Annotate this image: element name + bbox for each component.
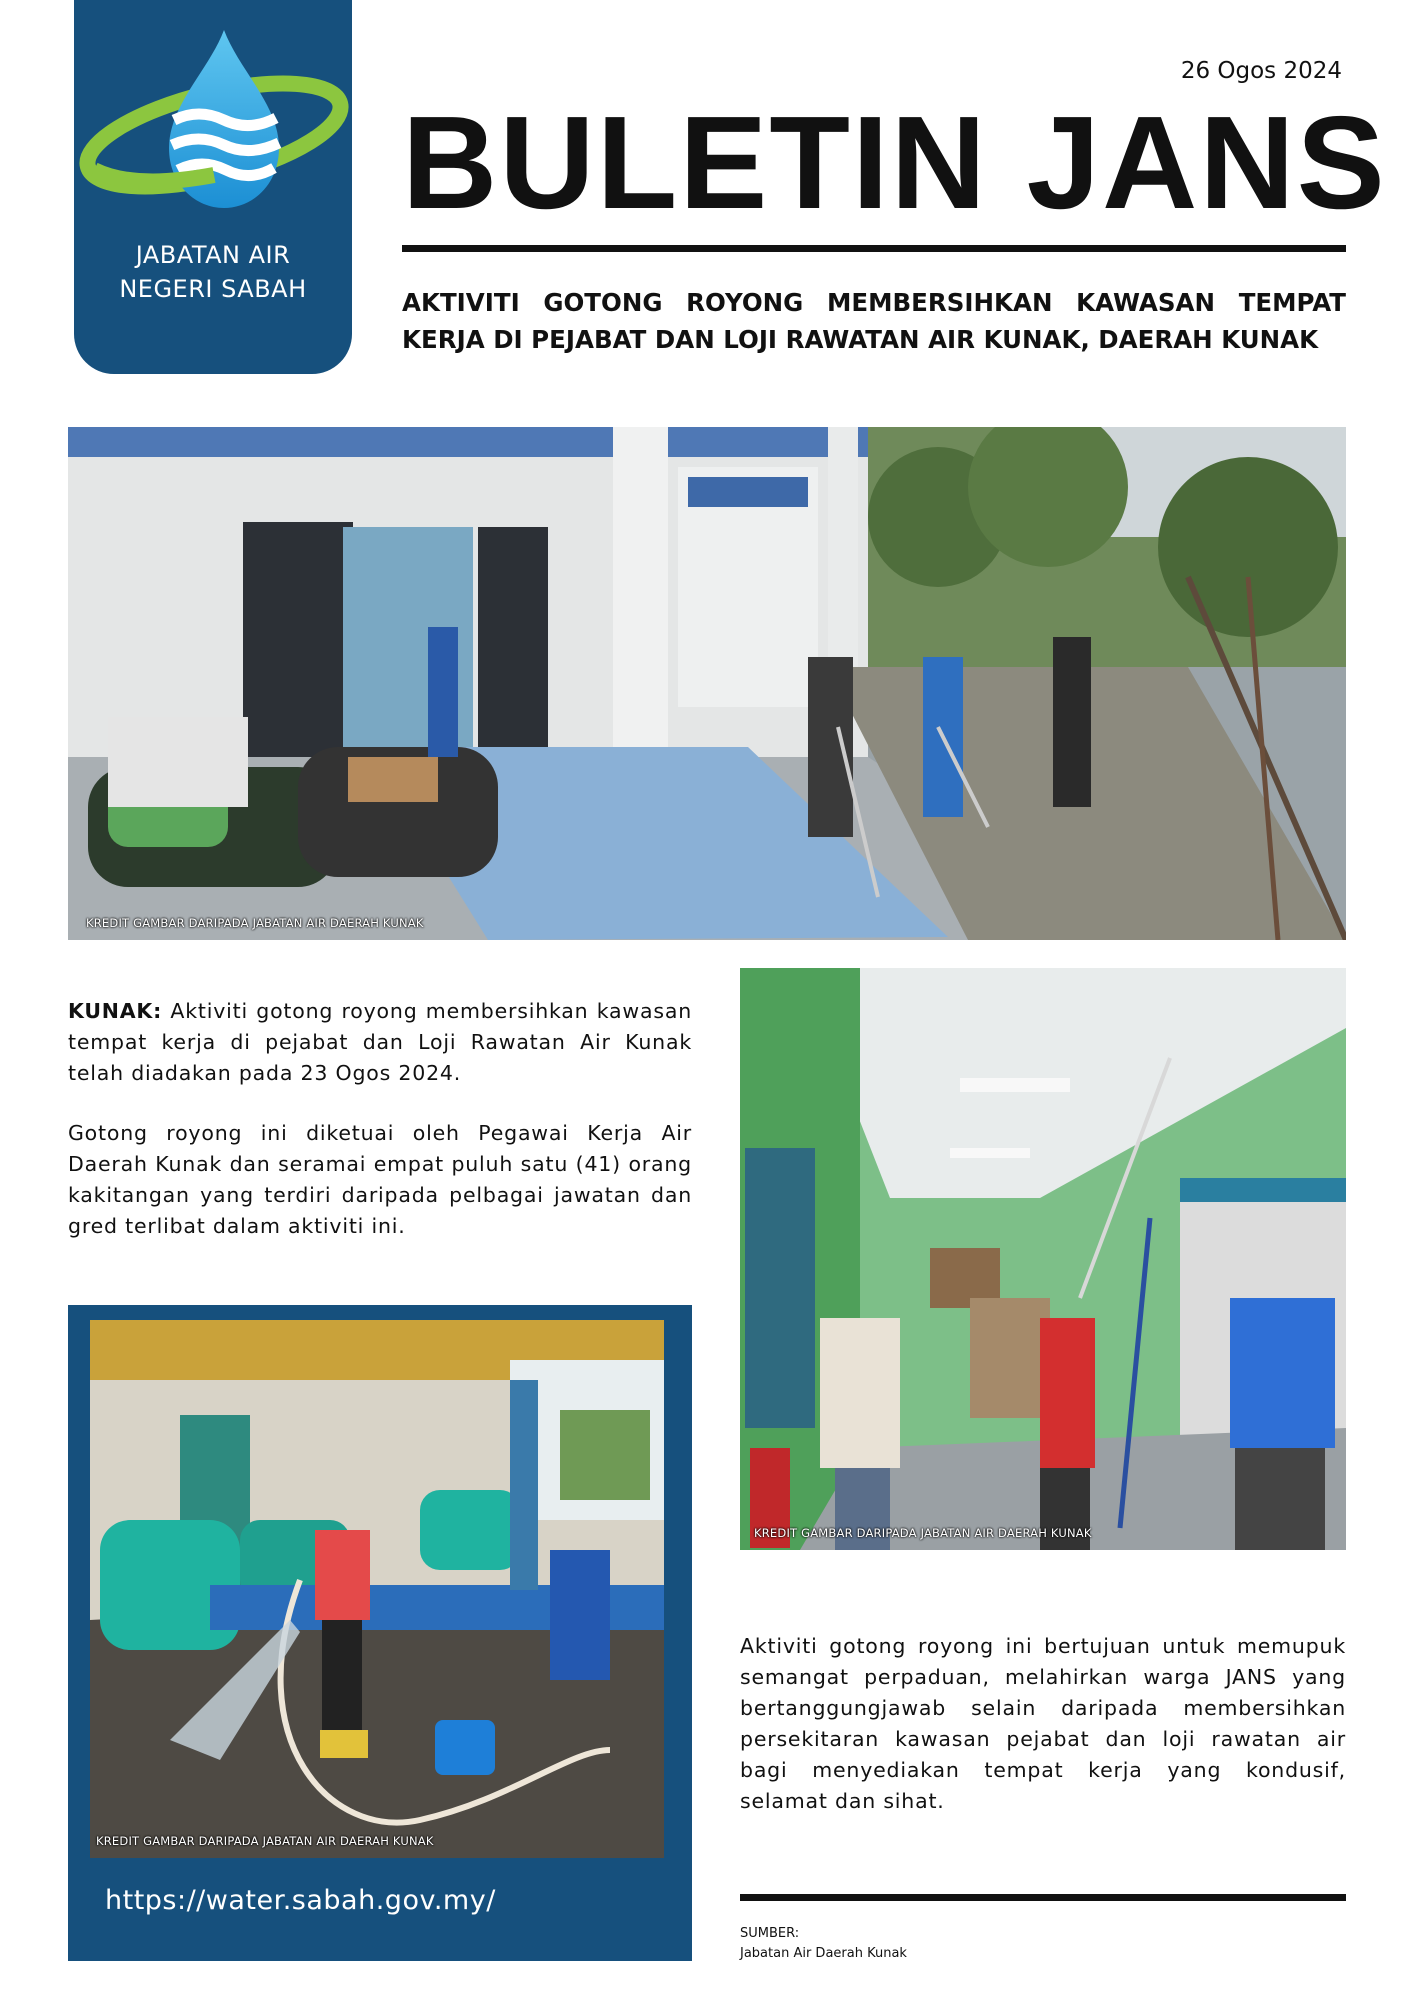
photo-office-exterior <box>68 427 1346 940</box>
photo-credit: KREDIT GAMBAR DARIPADA JABATAN AIR DAERAH KUNAK <box>96 1834 434 1848</box>
department-name-line2: NEGERI SABAH <box>119 275 307 303</box>
dateline: KUNAK: <box>68 999 163 1023</box>
article-paragraph-3: Aktiviti gotong royong ini bertujuan untuk memupuk semangat perpaduan, melahirkan warga JANS yang bertanggungjawab selain daripada membersihkan persekitaran kawasan pejabat dan loji rawatan air bagi menyediakan tempat kerja yang kondusif, selamat dan sihat. <box>740 1634 1346 1813</box>
water-drop-logo-icon <box>74 0 352 230</box>
website-link[interactable]: https://water.sabah.gov.my/ <box>105 1885 496 1916</box>
bulletin-title: BULETIN JANS <box>402 89 1387 236</box>
photo-plant-interior <box>740 968 1346 1550</box>
article-headline: AKTIVITI GOTONG ROYONG MEMBERSIHKAN KAWASAN TEMPAT KERJA DI PEJABAT DAN LOJI RAWATAN AIR KUNAK, DAERAH KUNAK <box>402 288 1346 354</box>
department-logo-panel <box>74 0 352 374</box>
photo-credit: KREDIT GAMBAR DARIPADA JABATAN AIR DAERAH KUNAK <box>86 916 424 930</box>
article-paragraph-1-text: Aktiviti gotong royong membersihkan kawasan tempat kerja di pejabat dan Loji Rawatan Air Kunak telah diadakan pada 23 Ogos 2024. <box>68 999 692 1085</box>
department-name-line1: JABATAN AIR <box>135 241 291 269</box>
article-paragraph-1 <box>68 996 692 1089</box>
footer-divider <box>740 1894 1346 1901</box>
department-name <box>74 238 352 306</box>
source-label: SUMBER: <box>740 1926 800 1941</box>
article-paragraph-2: Gotong royong ini diketuai oleh Pegawai Kerja Air Daerah Kunak dan seramai empat puluh satu (41) orang kakitangan yang terdiri daripada pelbagai jawatan dan gred terlibat dalam aktiviti ini. <box>68 1121 692 1238</box>
bulletin-date: 26 Ogos 2024 <box>1180 58 1342 84</box>
photo-credit: KREDIT GAMBAR DARIPADA JABATAN AIR DAERAH KUNAK <box>754 1526 1092 1540</box>
title-divider <box>402 245 1346 252</box>
source-value: Jabatan Air Daerah Kunak <box>740 1946 907 1961</box>
photo-pump-house <box>90 1320 664 1858</box>
